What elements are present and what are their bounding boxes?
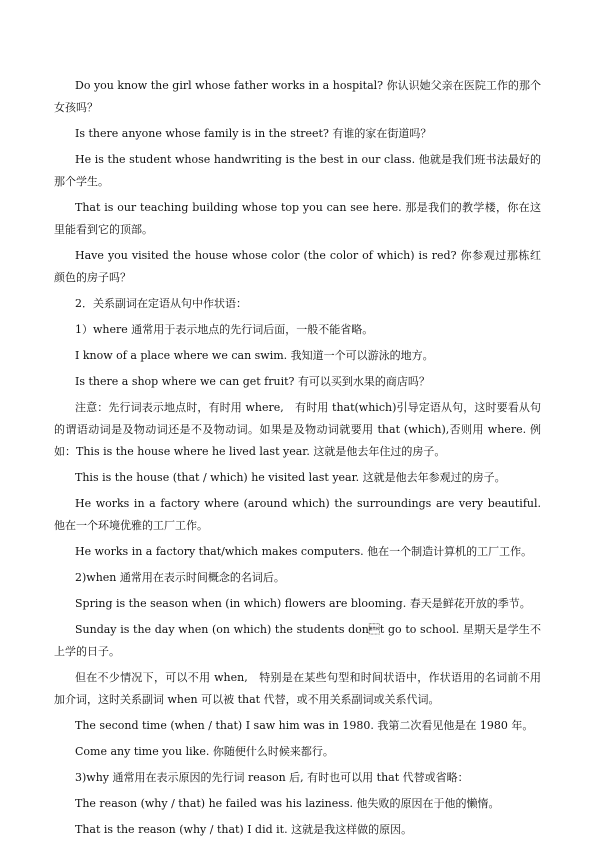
paragraph: He works in a factory where (around which) the surroundings are very beautiful. 他在一个环境优雅的工厂工作。 [54, 497, 541, 532]
subsection-heading: 2)when 通常用在表示时间概念的名词后。 [75, 571, 285, 584]
paragraph: The second time (when / that) I saw him was in 1980. 我第二次看见他是在 1980 年。 [75, 719, 534, 732]
paragraph: That is the reason (why / that) I did it. 这就是我这样做的原因。 [75, 823, 413, 836]
subsection-heading: 3)why 通常用在表示原因的先行词 reason 后, 有时也可以用 that 代替或省略： [75, 771, 469, 784]
subsection-heading: 1）where 通常用于表示地点的先行词后面，一般不能省略。 [75, 323, 374, 336]
paragraph: This is the house (that / which) he visited last year. 这就是他去年参观过的房子。 [75, 471, 506, 484]
paragraph: That is our teaching building whose top you can see here. 那是我们的教学楼，你在这里能看到它的顶部。 [54, 201, 541, 236]
paragraph: The reason (why / that) he failed was his laziness. 他失败的原因在于他的懒惰。 [75, 797, 500, 810]
paragraph: Come any time you like. 你随便什么时候来都行。 [75, 745, 334, 758]
note-paragraph: 但在不少情况下，可以不用 when, 特别是在某些句型和时间状语中，作状语用的名词前不用加介词，这时关系副词 when 可以被 that 代替，或不用关系副词或关系代词。 [54, 671, 541, 706]
paragraph: Is there a shop where we can get fruit? 有可以买到水果的商店吗？ [75, 375, 430, 388]
paragraph: He is the student whose handwriting is the best in our class. 他就是我们班书法最好的那个学生。 [54, 153, 541, 188]
paragraph: Sunday is the day when (on which) the students dont go to school. 星期天是学生不上学的日子。 [54, 623, 541, 658]
paragraph: I know of a place where we can swim. 我知道一个可以游泳的地方。 [75, 349, 434, 362]
paragraph: Do you know the girl whose father works in a hospital? 你认识她父亲在医院工作的那个女孩吗？ [54, 79, 541, 114]
paragraph: Is there anyone whose family is in the street? 有谁的家在街道吗？ [75, 127, 432, 140]
paragraph: Have you visited the house whose color (the color of which) is red? 你参观过那栋红颜色的房子吗？ [54, 249, 541, 284]
paragraph: He works in a factory that/which makes computers. 他在一个制造计算机的工厂工作。 [75, 545, 533, 558]
paragraph: Spring is the season when (in which) flowers are blooming. 春天是鲜花开放的季节。 [75, 597, 531, 610]
note-paragraph: 注意：先行词表示地点时，有时用 where, 有时用 that(which)引导定语从句，这时要看从句的谓语动词是及物动词还是不及物动词。如果是及物动词就要用 that (which),否则用 where. 例如：This is the house where he lived last year. 这就是他去年住过的房子。 [54, 401, 541, 458]
section-heading: 2．关系副词在定语从句中作状语： [75, 297, 247, 310]
